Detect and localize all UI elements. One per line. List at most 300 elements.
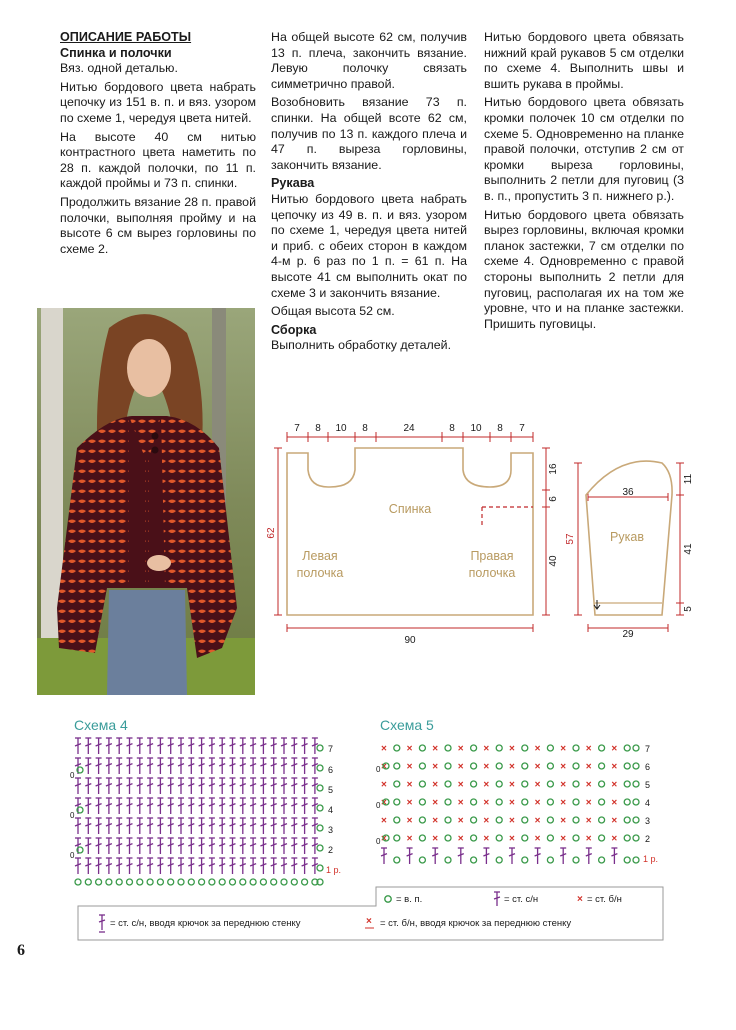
- chain-symbol: [496, 817, 502, 823]
- chain-symbol: [599, 781, 605, 787]
- body-outline: [287, 448, 533, 615]
- single-crochet-icon: ×: [577, 894, 583, 905]
- single-crochet-symbol: ×: [509, 833, 515, 845]
- double-crochet-symbol: [178, 798, 184, 814]
- chain-symbol: [522, 745, 528, 751]
- double-crochet-symbol: [96, 778, 102, 794]
- paragraph: Возобновить вязание 73 п. спинки. На общей всоте 62 см, получив по 13 п. каждого плеча и 47 п. выреза горловины, закончить вязание.: [271, 95, 467, 172]
- single-crochet-symbol: ×: [457, 743, 464, 755]
- left-front-label: полочка: [296, 566, 344, 580]
- top-dim: 8: [497, 423, 503, 434]
- double-crochet-symbol: [188, 838, 194, 854]
- right-dim: 40: [548, 555, 559, 567]
- double-crochet-symbol: [137, 858, 143, 874]
- chain-symbol: [116, 879, 122, 885]
- chain-symbol: [496, 835, 502, 841]
- double-crochet-symbol: [137, 738, 143, 754]
- chain-symbol: [445, 745, 451, 751]
- paragraph: На высоте 40 см нитью контрастного цвета наметить по 28 п. каждой полочки, по 11 п. каждой проймы и 73 п. спинки.: [60, 129, 256, 191]
- double-crochet-symbol: [168, 758, 174, 774]
- double-crochet-symbol: [127, 738, 133, 754]
- chain-symbol: [624, 835, 630, 841]
- row-number: 2: [328, 845, 334, 855]
- single-crochet-symbol: ×: [457, 797, 464, 809]
- row-number: 3: [328, 825, 334, 835]
- single-crochet-symbol: ×: [611, 797, 618, 809]
- double-crochet-symbol: [240, 758, 246, 774]
- garment-schematic: [266, 415, 710, 650]
- single-crochet-symbol: ×: [406, 797, 413, 809]
- double-crochet-symbol: [199, 858, 205, 874]
- top-dim: 10: [335, 423, 347, 434]
- single-crochet-symbol: ×: [381, 743, 387, 755]
- double-crochet-symbol: [178, 858, 184, 874]
- back-label: Спинка: [388, 502, 432, 516]
- single-crochet-symbol: ×: [534, 761, 541, 773]
- chain-symbol: [633, 763, 639, 769]
- double-crochet-symbol: [219, 778, 225, 794]
- double-crochet-symbol: [291, 858, 297, 874]
- double-crochet-symbol: [240, 798, 246, 814]
- double-crochet-symbol: [199, 778, 205, 794]
- double-crochet-symbol: [535, 848, 541, 864]
- double-crochet-symbol: [302, 858, 308, 874]
- chain-symbol: [599, 745, 605, 751]
- chain-symbol: [419, 835, 425, 841]
- double-crochet-symbol: [96, 738, 102, 754]
- double-crochet-symbol: [250, 798, 256, 814]
- chain-symbol: [317, 805, 323, 811]
- double-crochet-symbol: [168, 778, 174, 794]
- single-crochet-symbol: ×: [509, 743, 515, 755]
- double-crochet-symbol: [381, 848, 387, 864]
- height-dim: 62: [266, 527, 277, 539]
- dc-front-loop-icon: [99, 915, 105, 932]
- single-crochet-symbol: ×: [432, 815, 439, 827]
- chain-symbol: [573, 781, 579, 787]
- double-crochet-symbol: [240, 738, 246, 754]
- chain-symbol: [445, 817, 451, 823]
- chain-symbol: [522, 763, 528, 769]
- single-crochet-symbol: ×: [560, 833, 567, 845]
- double-crochet-symbol: [147, 758, 153, 774]
- chain-symbol: [419, 745, 425, 751]
- double-crochet-symbol: [147, 778, 153, 794]
- double-crochet-symbol: [106, 738, 112, 754]
- top-dim: 24: [403, 423, 415, 434]
- single-crochet-symbol: ×: [534, 779, 541, 791]
- double-crochet-symbol: [147, 798, 153, 814]
- chain-symbol: [547, 763, 553, 769]
- chain-symbol: [573, 745, 579, 751]
- double-crochet-symbol: [188, 778, 194, 794]
- double-crochet-symbol: [168, 738, 174, 754]
- double-crochet-symbol: [281, 858, 287, 874]
- chain-symbol: [496, 745, 502, 751]
- chain-symbol: [271, 879, 277, 885]
- chain-symbol: [188, 879, 194, 885]
- double-crochet-symbol: [75, 738, 81, 754]
- single-crochet-symbol: ×: [611, 779, 618, 791]
- double-crochet-symbol: [127, 838, 133, 854]
- chain-symbol: [599, 857, 605, 863]
- side-zero: 0: [70, 811, 75, 820]
- chain-symbol: [633, 857, 639, 863]
- chain-symbol: [522, 799, 528, 805]
- double-crochet-symbol: [250, 818, 256, 834]
- single-crochet-symbol: ×: [406, 833, 413, 845]
- paragraph: Выполнить обработку деталей.: [271, 338, 452, 353]
- chain-symbol: [317, 845, 323, 851]
- sleeve-top-dim: 36: [622, 487, 634, 498]
- double-crochet-symbol: [260, 818, 266, 834]
- single-crochet-symbol: ×: [483, 779, 490, 791]
- double-crochet-symbol: [250, 738, 256, 754]
- paragraph: Нитью бордового цвета обвязать кромки полочек 10 см отделки по схеме 5. Одновременно на планке правой полочки, отступив 2 см от кромки выреза горловины, выполнить 2 петли для пуговиц (3 в. п., пропустить 3 п. нижнего р.).: [484, 95, 684, 203]
- single-crochet-symbol: ×: [585, 761, 592, 773]
- single-crochet-symbol: ×: [560, 761, 567, 773]
- chain-symbol: [394, 763, 400, 769]
- page-number: 6: [17, 942, 25, 959]
- double-crochet-symbol: [116, 778, 122, 794]
- chain-symbol: [522, 817, 528, 823]
- double-crochet-symbol: [188, 758, 194, 774]
- double-crochet-symbol: [85, 838, 91, 854]
- double-crochet-symbol: [302, 758, 308, 774]
- double-crochet-symbol: [230, 778, 236, 794]
- paragraph: Продолжить вязание 28 п. правой полочки, выполняя пройму и на высоте 6 см вырез горловины по схеме 2.: [60, 194, 256, 256]
- row-number: 3: [645, 816, 651, 826]
- double-crochet-symbol: [230, 838, 236, 854]
- chain-stitch-icon: [385, 896, 391, 902]
- chain-symbol: [281, 879, 287, 885]
- double-crochet-symbol: [250, 758, 256, 774]
- double-crochet-symbol: [219, 798, 225, 814]
- sleeve-heading: Рукава: [271, 176, 315, 191]
- double-crochet-symbol: [291, 838, 297, 854]
- chain-symbol: [240, 879, 246, 885]
- single-crochet-symbol: ×: [483, 761, 490, 773]
- double-crochet-symbol: [240, 818, 246, 834]
- double-crochet-symbol: [127, 818, 133, 834]
- double-crochet-symbol: [157, 838, 163, 854]
- chain-symbol: [547, 835, 553, 841]
- chain-symbol: [633, 835, 639, 841]
- double-crochet-symbol: [168, 818, 174, 834]
- single-crochet-symbol: ×: [457, 833, 464, 845]
- row-number: 4: [645, 798, 651, 808]
- double-crochet-symbol: [291, 798, 297, 814]
- scheme5-title: Схема 5: [380, 717, 434, 733]
- double-crochet-symbol: [188, 798, 194, 814]
- chain-symbol: [471, 763, 477, 769]
- double-crochet-symbol: [127, 798, 133, 814]
- chain-symbol: [317, 765, 323, 771]
- single-crochet-symbol: ×: [560, 779, 567, 791]
- single-crochet-symbol: ×: [381, 761, 387, 773]
- double-crochet-symbol: [291, 758, 297, 774]
- double-crochet-symbol: [96, 838, 102, 854]
- double-crochet-symbol: [116, 838, 122, 854]
- single-crochet-symbol: ×: [457, 779, 464, 791]
- chain-symbol: [633, 745, 639, 751]
- double-crochet-symbol: [219, 758, 225, 774]
- double-crochet-symbol: [302, 798, 308, 814]
- chain-symbol: [209, 879, 215, 885]
- model-photo: [37, 308, 255, 695]
- paragraph: Нитью бордового цвета обвязать нижний край рукавов 5 см отделки по схеме 4. Выполнить швы и вшить рукава в проймы.: [484, 30, 684, 91]
- chain-symbol: [522, 835, 528, 841]
- chain-symbol: [633, 799, 639, 805]
- double-crochet-symbol: [199, 798, 205, 814]
- chain-symbol: [199, 879, 205, 885]
- double-crochet-symbol: [178, 818, 184, 834]
- chain-symbol: [471, 799, 477, 805]
- double-crochet-symbol: [96, 798, 102, 814]
- double-crochet-symbol: [106, 798, 112, 814]
- double-crochet-symbol: [302, 838, 308, 854]
- double-crochet-symbol: [291, 738, 297, 754]
- double-crochet-symbol: [188, 738, 194, 754]
- double-crochet-symbol: [199, 738, 205, 754]
- single-crochet-symbol: ×: [457, 761, 464, 773]
- chain-symbol: [291, 879, 297, 885]
- chain-symbol: [547, 781, 553, 787]
- double-crochet-symbol: [281, 778, 287, 794]
- double-crochet-symbol: [188, 858, 194, 874]
- double-crochet-symbol: [85, 798, 91, 814]
- double-crochet-symbol: [586, 848, 592, 864]
- chain-symbol: [547, 857, 553, 863]
- top-dim: 8: [315, 423, 321, 434]
- double-crochet-symbol: [209, 758, 215, 774]
- chain-symbol: [522, 857, 528, 863]
- top-dim: 10: [470, 423, 482, 434]
- double-crochet-symbol: [116, 858, 122, 874]
- right-dim: 6: [548, 496, 559, 502]
- sleeve-label: Рукав: [610, 530, 644, 544]
- double-crochet-symbol: [281, 838, 287, 854]
- chain-symbol: [573, 835, 579, 841]
- single-crochet-symbol: ×: [483, 815, 490, 827]
- double-crochet-symbol: [96, 818, 102, 834]
- sc-front-loop-icon: ×: [366, 916, 372, 927]
- double-crochet-symbol: [230, 798, 236, 814]
- single-crochet-symbol: ×: [406, 761, 413, 773]
- row-number: 5: [645, 780, 651, 790]
- double-crochet-symbol: [106, 838, 112, 854]
- double-crochet-symbol: [271, 798, 277, 814]
- row-number: 7: [328, 744, 334, 754]
- double-crochet-symbol: [483, 848, 489, 864]
- single-crochet-symbol: ×: [585, 743, 592, 755]
- chain-symbol: [471, 817, 477, 823]
- chain-symbol: [302, 879, 308, 885]
- chain-symbol: [624, 817, 630, 823]
- double-crochet-symbol: [407, 848, 413, 864]
- double-crochet-symbol: [271, 778, 277, 794]
- width-dim: 90: [404, 635, 416, 646]
- single-crochet-symbol: ×: [432, 779, 439, 791]
- double-crochet-symbol: [75, 778, 81, 794]
- right-front-label: Правая: [470, 549, 514, 563]
- single-crochet-symbol: ×: [534, 833, 541, 845]
- double-crochet-symbol: [157, 858, 163, 874]
- double-crochet-symbol: [75, 818, 81, 834]
- single-crochet-symbol: ×: [483, 797, 490, 809]
- chain-symbol: [250, 879, 256, 885]
- single-crochet-symbol: ×: [585, 797, 592, 809]
- legend-chain: = в. п.: [396, 894, 423, 905]
- double-crochet-symbol: [199, 818, 205, 834]
- chain-symbol: [445, 835, 451, 841]
- chain-symbol: [394, 781, 400, 787]
- chain-symbol: [85, 879, 91, 885]
- double-crochet-symbol: [147, 738, 153, 754]
- double-crochet-symbol: [85, 858, 91, 874]
- single-crochet-symbol: ×: [509, 797, 515, 809]
- double-crochet-symbol: [291, 778, 297, 794]
- scheme4-title: Схема 4: [74, 717, 128, 733]
- single-crochet-symbol: ×: [534, 797, 541, 809]
- double-crochet-symbol: [116, 818, 122, 834]
- double-crochet-symbol: [137, 798, 143, 814]
- row-number: 1 р.: [326, 865, 342, 875]
- double-crochet-symbol: [168, 798, 174, 814]
- text-column-1: [60, 30, 256, 260]
- left-front-label: Левая: [302, 549, 338, 563]
- single-crochet-symbol: ×: [585, 833, 592, 845]
- double-crochet-symbol: [281, 738, 287, 754]
- double-crochet-symbol: [147, 858, 153, 874]
- double-crochet-symbol: [250, 858, 256, 874]
- row-number: 6: [328, 765, 334, 775]
- chain-symbol: [445, 857, 451, 863]
- double-crochet-symbol: [230, 818, 236, 834]
- double-crochet-symbol: [281, 758, 287, 774]
- right-dim: 16: [548, 463, 559, 475]
- double-crochet-symbol: [219, 818, 225, 834]
- double-crochet-symbol: [260, 798, 266, 814]
- chain-symbol: [573, 817, 579, 823]
- double-crochet-symbol: [250, 778, 256, 794]
- single-crochet-symbol: ×: [483, 833, 490, 845]
- text-column-3: [484, 30, 684, 335]
- double-crochet-symbol: [271, 818, 277, 834]
- chain-symbol: [317, 825, 323, 831]
- double-crochet-symbol: [209, 858, 215, 874]
- sleeve-right-dim: 41: [683, 543, 694, 555]
- single-crochet-symbol: ×: [432, 797, 439, 809]
- sleeve-right-dim: 11: [683, 473, 694, 485]
- double-crochet-symbol: [271, 838, 277, 854]
- double-crochet-symbol: [178, 838, 184, 854]
- chain-symbol: [633, 817, 639, 823]
- double-crochet-symbol: [271, 738, 277, 754]
- chain-symbol: [599, 817, 605, 823]
- chain-symbol: [547, 745, 553, 751]
- double-crochet-symbol: [219, 738, 225, 754]
- double-crochet-symbol: [281, 798, 287, 814]
- article-title: ОПИСАНИЕ РАБОТЫ: [60, 30, 192, 44]
- double-crochet-symbol: [509, 848, 515, 864]
- double-crochet-symbol: [199, 758, 205, 774]
- chain-symbol: [633, 781, 639, 787]
- chain-symbol: [394, 835, 400, 841]
- width-dimension-line: [287, 624, 533, 632]
- double-crochet-symbol: [260, 758, 266, 774]
- double-crochet-symbol: [209, 798, 215, 814]
- chain-symbol: [573, 799, 579, 805]
- chain-symbol: [419, 817, 425, 823]
- chain-symbol: [127, 879, 133, 885]
- double-crochet-symbol: [168, 838, 174, 854]
- assembly-heading: Сборка: [271, 322, 317, 337]
- paragraph: Нитью бордового цвета обвязать вырез горловины, включая кромки планок застежки, 7 см отделки по схеме 4. Одновременно с правой стороны выполнить 2 петли для пуговиц, располагая их на том же уровне, что и на планке застежки. Пришить пуговицы.: [484, 207, 684, 331]
- scheme5-grid: [381, 744, 639, 865]
- double-crochet-symbol: [137, 838, 143, 854]
- row-number: 7: [645, 744, 651, 754]
- single-crochet-symbol: ×: [381, 833, 387, 845]
- single-crochet-symbol: ×: [611, 761, 618, 773]
- chain-symbol: [573, 857, 579, 863]
- single-crochet-symbol: ×: [483, 743, 490, 755]
- single-crochet-symbol: ×: [585, 815, 592, 827]
- double-crochet-symbol: [458, 848, 464, 864]
- chain-symbol: [317, 745, 323, 751]
- row-number: 6: [645, 762, 651, 772]
- double-crochet-symbol: [209, 738, 215, 754]
- single-crochet-symbol: ×: [381, 779, 387, 791]
- chain-symbol: [496, 781, 502, 787]
- double-crochet-symbol: [127, 858, 133, 874]
- double-crochet-symbol: [106, 778, 112, 794]
- double-crochet-symbol: [157, 738, 163, 754]
- double-crochet-icon: [494, 892, 500, 906]
- side-zero: 0: [70, 771, 75, 780]
- chain-symbol: [260, 879, 266, 885]
- single-crochet-symbol: ×: [457, 815, 464, 827]
- single-crochet-symbol: ×: [611, 815, 618, 827]
- row-number: 5: [328, 785, 334, 795]
- single-crochet-symbol: ×: [509, 779, 515, 791]
- chain-symbol: [624, 799, 630, 805]
- double-crochet-symbol: [209, 818, 215, 834]
- chain-symbol: [496, 763, 502, 769]
- top-dim: 7: [294, 423, 300, 434]
- double-crochet-symbol: [96, 858, 102, 874]
- double-crochet-symbol: [260, 838, 266, 854]
- double-crochet-symbol: [157, 758, 163, 774]
- double-crochet-symbol: [281, 818, 287, 834]
- chain-symbol: [471, 857, 477, 863]
- scheme4-grid: [75, 738, 323, 885]
- side-zero: 0: [70, 851, 75, 860]
- double-crochet-symbol: [240, 778, 246, 794]
- chain-symbol: [496, 857, 502, 863]
- single-crochet-symbol: ×: [381, 797, 387, 809]
- crochet-schemes: [60, 710, 680, 950]
- legend-dc-front: = ст. с/н, вводя крючок за переднюю стенку: [110, 918, 301, 929]
- sleeve-right-dimension: [676, 463, 684, 615]
- side-zero: 0: [376, 801, 381, 810]
- double-crochet-symbol: [137, 818, 143, 834]
- chain-symbol: [394, 857, 400, 863]
- row-number: 4: [328, 805, 334, 815]
- double-crochet-symbol: [230, 858, 236, 874]
- chain-symbol: [547, 817, 553, 823]
- double-crochet-symbol: [271, 858, 277, 874]
